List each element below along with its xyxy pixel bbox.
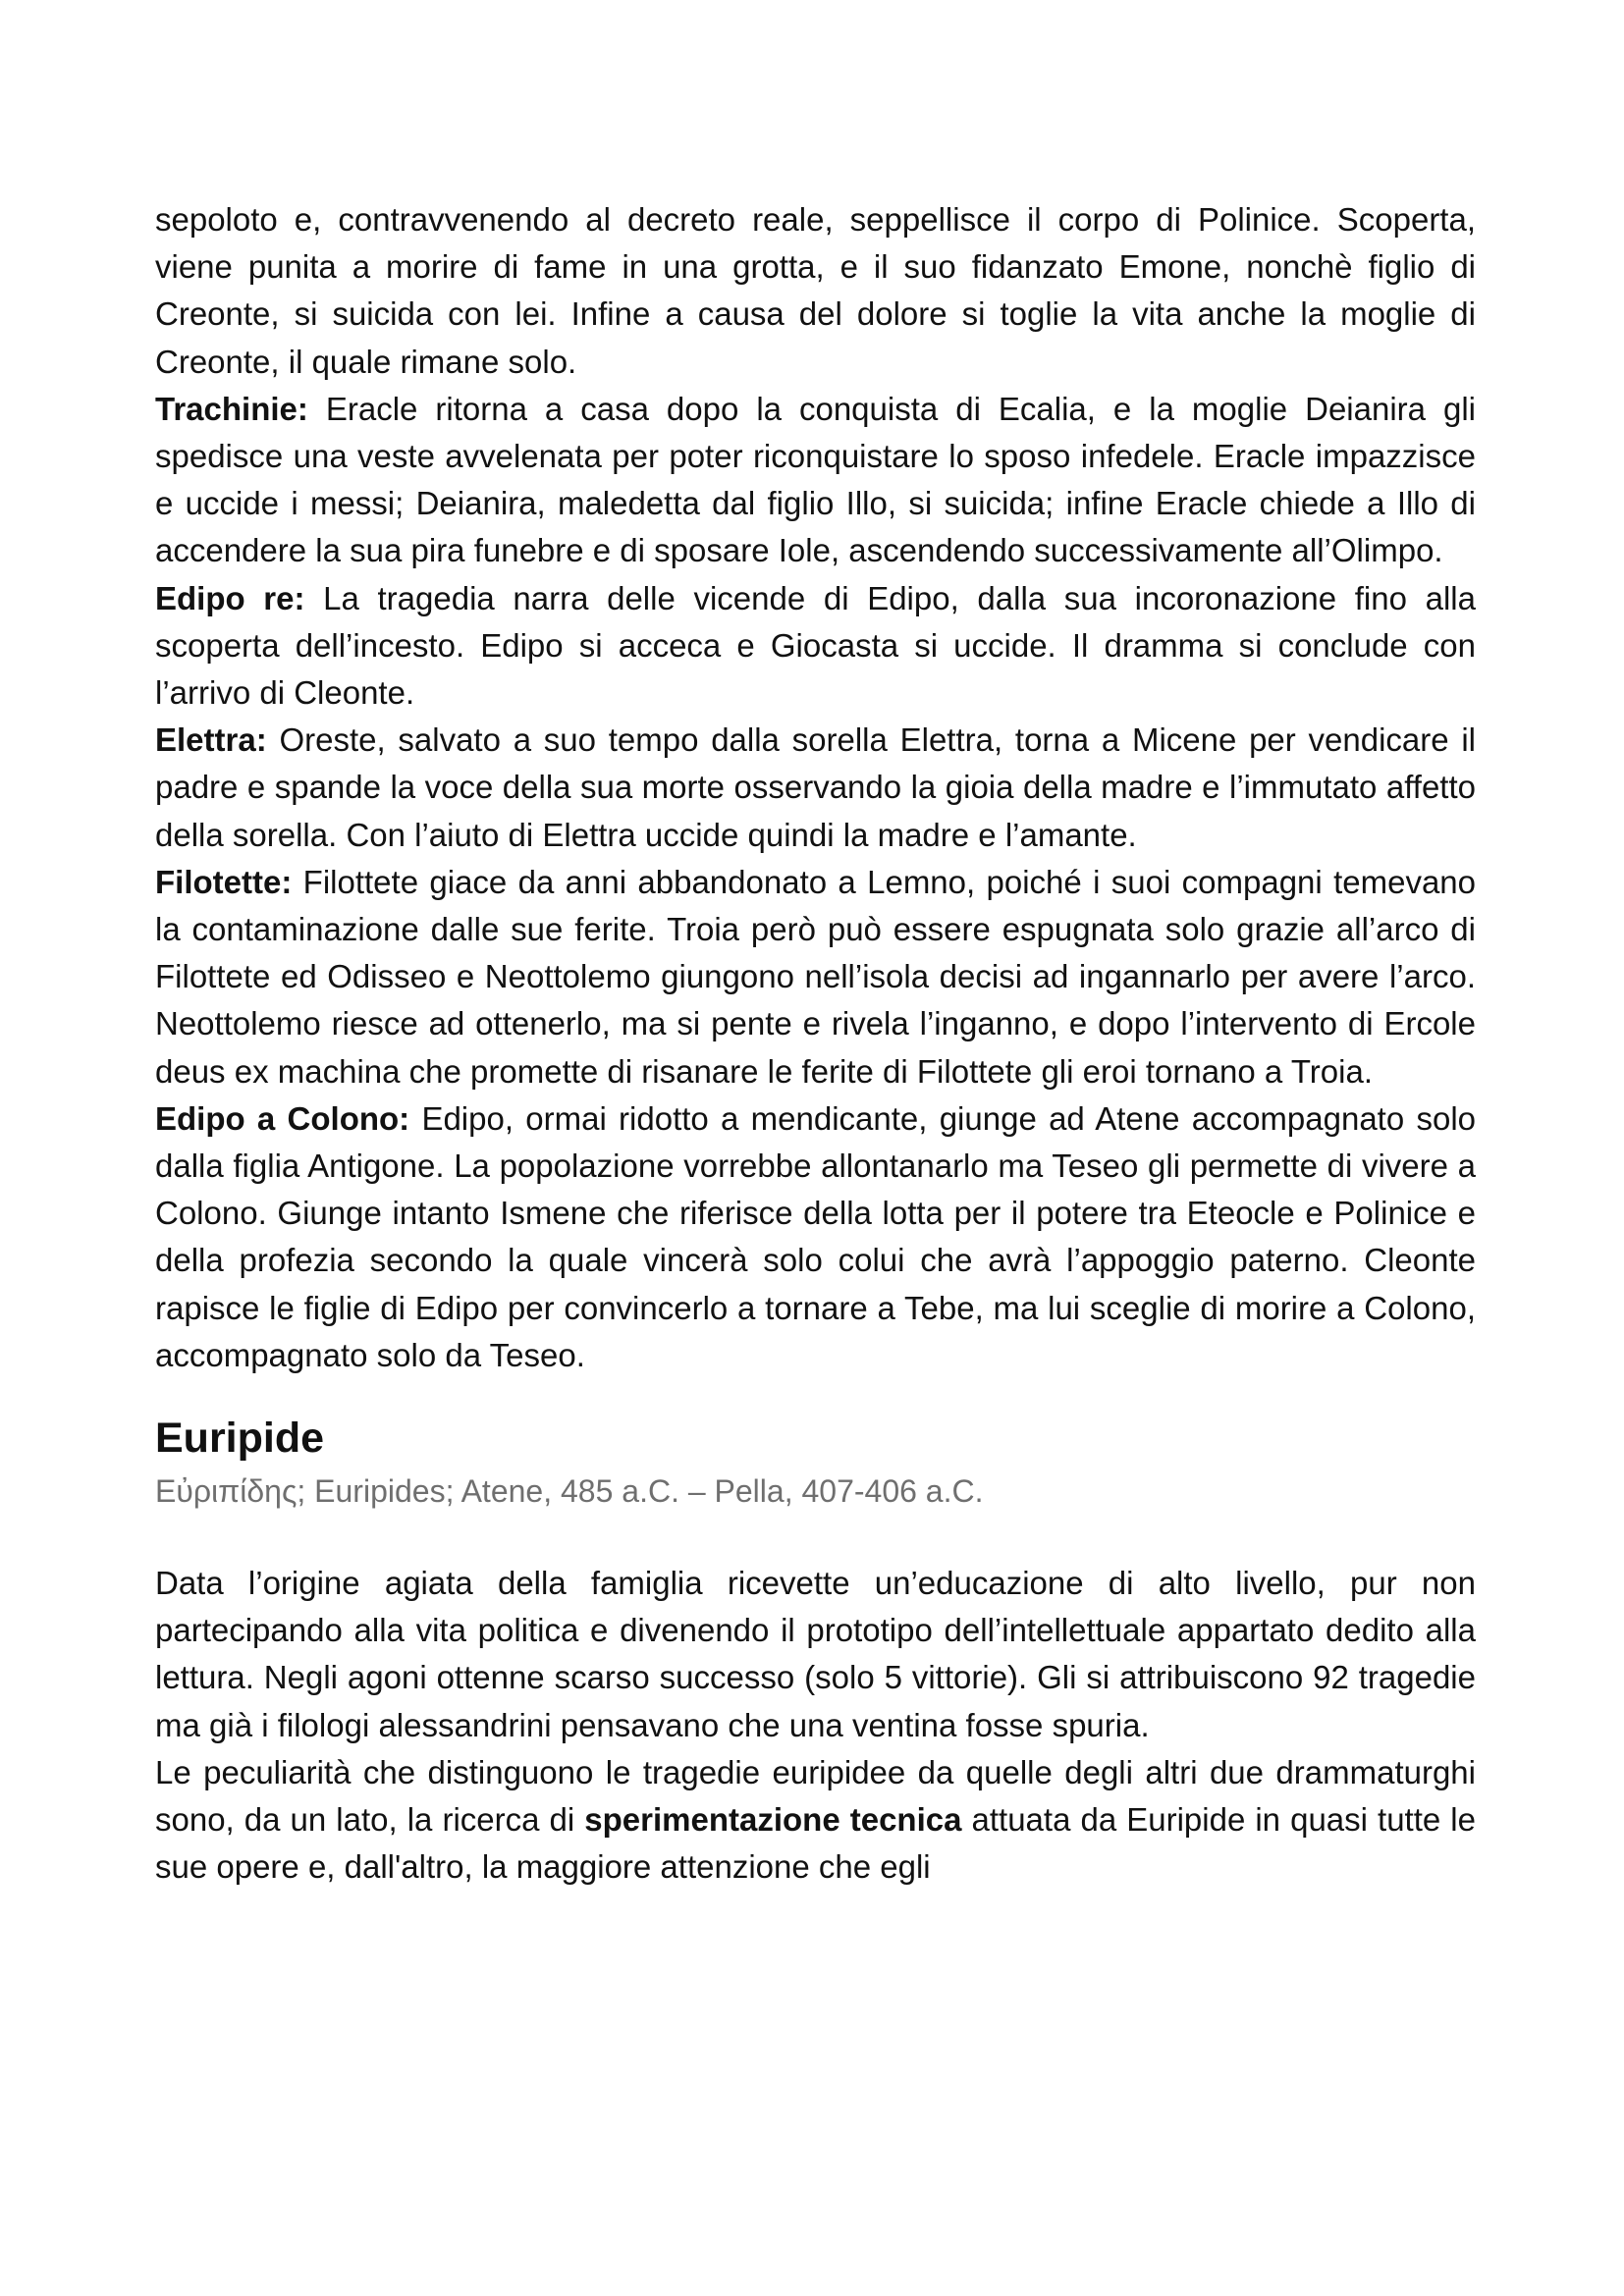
paragraph-text: attuata da Euripide in quasi tutte le sue opere e, dall'altro, la maggiore attenzione che egli <box>155 1801 1476 1886</box>
section-heading: Euripide <box>155 1415 325 1463</box>
play-summary-elettra <box>155 717 1476 859</box>
euripide-paragraph-2 <box>155 1749 1476 1892</box>
play-summary-edipo-re <box>155 575 1476 718</box>
play-title: Elettra: <box>155 721 267 759</box>
euripide-paragraph-1: Data l’origine agiata della famiglia ricevette un’educazione di alto livello, pur non partecipando alla vita politica e divenendo il prototipo dell’intellettuale appartato dedito alla lettura. Negli agoni ottenne scarso successo (solo 5 vittorie). Gli si attribuiscono 92 tragedie ma già i filologi alessandrini pensavano che una ventina fosse spuria. <box>155 1565 1476 1743</box>
play-text: Oreste, salvato a suo tempo dalla sorella Elettra, torna a Micene per vendicare il padre e spande la voce della sua morte osservando la gioia della madre e l’immutato affetto della sorella. Con l’aiuto di Elettra uccide quindi la madre e l’amante. <box>155 721 1476 853</box>
document-page <box>155 196 1476 1892</box>
paragraph-text: Le peculiarità che distinguono le tragedie euripidee da quelle degli altri due drammaturghi sono, da un lato, la ricerca di <box>155 1753 1476 1839</box>
subtitle-spacer <box>155 1515 1476 1560</box>
intro-text: sepoloto e, contravvenendo al decreto reale, seppellisce il corpo di Polinice. Scoperta, viene punita a morire di fame in una grotta, e il suo fidanzato Emone, nonchè figlio di Creonte, si suicida con lei. Infine a causa del dolore si toglie la vita anche la moglie di Creonte, il quale rimane solo. <box>155 201 1476 380</box>
play-title: Filotette: <box>155 863 293 900</box>
play-title: Trachinie: <box>155 390 308 427</box>
section-spacer <box>155 1379 1476 1409</box>
play-text: Eracle ritorna a casa dopo la conquista di Ecalia, e la moglie Deianira gli spedisce una veste avvelenata per poter riconquistare lo sposo infedele. Eracle impazzisce e uccide i messi; Deianira, maledetta dal figlio Illo, si suicida; infine Eracle chiede a Illo di accendere la sua pira funebre e di sposare Iole, ascendendo successivamente all’Olimpo. <box>155 390 1476 569</box>
play-title: Edipo re: <box>155 579 305 616</box>
play-text: La tragedia narra delle vicende di Edipo, dalla sua incoronazione fino alla scoperta dell’incesto. Edipo si acceca e Giocasta si uccide. Il dramma si conclude con l’arrivo di Cleonte. <box>155 579 1476 712</box>
intro-paragraph <box>155 196 1476 386</box>
play-summary-trachinie <box>155 386 1476 575</box>
play-text: Filottete giace da anni abbandonato a Lemno, poiché i suoi compagni temevano la contaminazione dalle sue ferite. Troia però può essere espugnata solo grazie all’arco di Filottete ed Odisseo e Neottolemo giungono nell’isola decisi ad ingannarlo per avere l’arco. Neottolemo riesce ad ottenerlo, ma si pente e rivela l’inganno, e dopo l’intervento di Ercole deus ex machina che promette di risanare le ferite di Filottete gli eroi tornano a Troia. <box>155 863 1476 1090</box>
play-summary-filottete <box>155 859 1476 1095</box>
section-subtitle: Εὐριπίδης; Euripides; Atene, 485 a.C. – Pella, 407-406 a.C. <box>155 1473 984 1510</box>
play-text: Edipo, ormai ridotto a mendicante, giunge ad Atene accompagnato solo dalla figlia Antigone. La popolazione vorrebbe allontanarlo ma Teseo gli permette di vivere a Colono. Giunge intanto Ismene che riferisce della lotta per il potere tra Eteocle e Polinice e della profezia secondo la quale vincerà solo colui che avrà l’appoggio paterno. Cleonte rapisce le figlie di Edipo per convincerlo a tornare a Tebe, ma lui sceglie di morire a Colono, accompagnato solo da Teseo. <box>155 1099 1477 1373</box>
emphasis-text: sperimentazione tecnica <box>584 1801 962 1839</box>
play-title: Edipo a Colono: <box>155 1099 410 1137</box>
play-summary-edipo-a-colono <box>155 1095 1476 1379</box>
